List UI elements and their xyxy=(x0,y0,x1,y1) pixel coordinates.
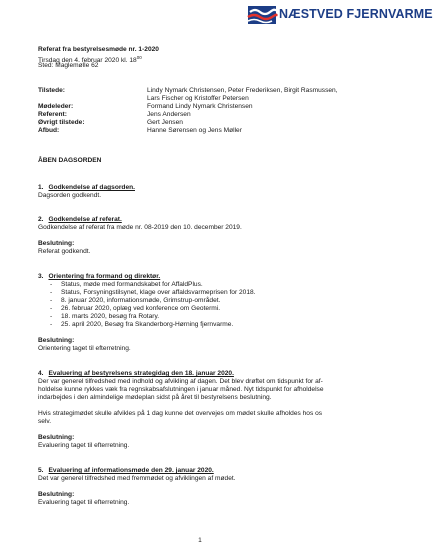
section-3-decision-label: Beslutning: xyxy=(38,337,75,344)
referent-label: Referent: xyxy=(38,111,67,118)
ovrigt-value: Gert Jensen xyxy=(147,119,183,126)
wave-logo-icon xyxy=(248,6,276,24)
list-item: - Status, Forsyningstilsynet, klage over affaldsvarmeprisen for 2018. xyxy=(50,289,256,296)
section-4-decision: Evaluering taget til efterretning. xyxy=(38,442,130,449)
section-2-body: Godkendelse af referat fra møde nr. 08-2019 den 10. december 2019. xyxy=(38,224,242,231)
company-logo xyxy=(248,6,433,24)
tilstede-value-2: Lars Fischer og Kristoffer Petersen xyxy=(147,95,249,102)
list-item: - 18. marts 2020, besøg fra Rotary. xyxy=(50,313,160,320)
section-5-decision-label: Beslutning: xyxy=(38,491,75,498)
list-item: - 8. januar 2020, informationsmøde, Grimstrup-området. xyxy=(50,297,221,304)
section-2-decision: Referat godkendt. xyxy=(38,248,91,255)
page-number: 1 xyxy=(198,537,202,544)
section-4-heading: 4. Evaluering af bestyrelsens strategidag den 18. januar 2020. xyxy=(38,370,234,377)
list-item: - 26. februar 2020, oplæg ved konference om Geotermi. xyxy=(50,305,221,312)
section-4-paragraph-1-line-1: Der var generel tilfredshed med indhold og afvikling af dagen. Det blev drøftet om tidspunkt for af- xyxy=(38,378,323,385)
section-1-heading: 1. Godkendelse af dagsorden. xyxy=(38,184,135,191)
section-1-body: Dagsorden godkendt. xyxy=(38,192,102,199)
section-3-decision: Orientering taget til efterretning. xyxy=(38,345,131,352)
section-2-decision-label: Beslutning: xyxy=(38,240,75,247)
section-4-paragraph-1-line-3: indarbejdes i den almindelige mødeplan sidst på året til bestyrelsens beslutning. xyxy=(38,394,272,401)
section-4-paragraph-2-line-2: selv. xyxy=(38,418,52,425)
section-4-paragraph-1-line-2: holdelse kunne rykkes væk fra regnskabsafslutningen i januar måned. Nyt tidspunkt for afholdelse xyxy=(38,386,324,393)
document-title: Referat fra bestyrelsesmøde nr. 1-2020 xyxy=(38,46,159,53)
list-item: - 25. april 2020, Besøg fra Skanderborg-Hørning fjernvarme. xyxy=(50,321,234,328)
tilstede-value-1: Lindy Nymark Christensen, Peter Frederiksen, Birgit Rasmussen, xyxy=(147,87,338,94)
meeting-date: Tirsdag den 4. februar 2020 kl. $18^{00}$ xyxy=(38,55,142,64)
section-5-decision: Evaluering taget til efterretning. xyxy=(38,499,130,506)
tilstede-label: Tilstede: xyxy=(38,87,65,94)
afbud-value: Hanne Sørensen og Jens Møller xyxy=(147,127,242,134)
list-item: - Status, møde med formandskabet for AffaldPlus. xyxy=(50,281,203,288)
modeleder-value: Formand Lindy Nymark Christensen xyxy=(147,103,253,110)
section-4-decision-label: Beslutning: xyxy=(38,434,75,441)
meeting-place: Sted: Maglemølle 62 xyxy=(38,62,99,69)
afbud-label: Afbud: xyxy=(38,127,60,134)
section-5-heading: 5. Evaluering af informationsmøde den 29. januar 2020. xyxy=(38,467,214,474)
ovrigt-label: Øvrigt tilstede: xyxy=(38,119,85,126)
section-4-paragraph-2-line-1: Hvis strategimødet skulle afvikles på 1 dag kunne det overvejes om mødet skulle afholdes hos os xyxy=(38,410,323,417)
section-5-body: Det var generel tilfredshed med fremmødet og afviklingen af mødet. xyxy=(38,475,236,482)
logo-text: NÆSTVED FJERNVARME xyxy=(279,7,433,21)
referent-value: Jens Andersen xyxy=(147,111,191,118)
section-3-heading: 3. Orientering fra formand og direktør. xyxy=(38,273,161,280)
modeleder-label: Mødeleder: xyxy=(38,103,74,110)
open-agenda-heading: ÅBEN DAGSORDEN xyxy=(38,157,102,164)
section-2-heading: 2. Godkendelse af referat. xyxy=(38,216,122,223)
